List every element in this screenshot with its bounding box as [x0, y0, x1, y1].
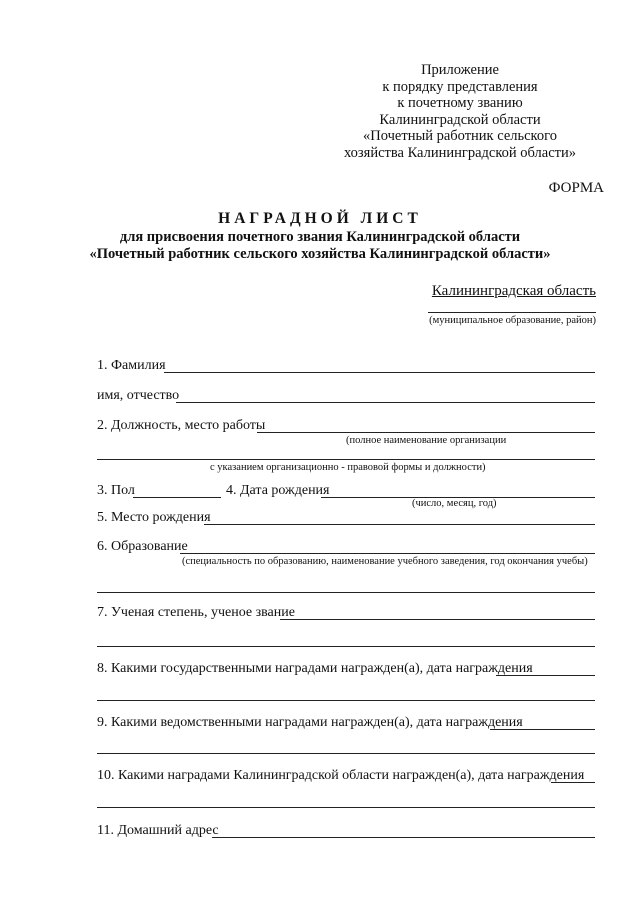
appendix-line: Приложение	[421, 62, 499, 78]
document-title: НАГРАДНОЙ ЛИСТ	[218, 210, 422, 227]
state-awards-field[interactable]	[496, 675, 595, 676]
name-patronymic-label: имя, отчество	[97, 388, 180, 403]
birth-place-label: 5. Место рождения	[97, 510, 211, 525]
birth-date-caption: (число, месяц, год)	[412, 498, 497, 509]
appendix-line: Калининградской области	[379, 111, 541, 128]
departmental-awards-field-2[interactable]	[97, 753, 595, 754]
birth-place-field[interactable]	[204, 524, 595, 525]
education-field-2[interactable]	[97, 592, 595, 593]
appendix-line: «Почетный работник сельского	[363, 128, 557, 144]
education-field[interactable]	[180, 553, 595, 554]
appendix-line: к почетному званию	[397, 95, 523, 111]
state-awards-label: 8. Какими государственными наградами награжден(а), дата награждения	[97, 661, 533, 676]
position-label: 2. Должность, место работы	[97, 418, 266, 433]
surname-field[interactable]	[164, 372, 595, 373]
position-caption-2: с указанием организационно - правовой формы и должности)	[210, 462, 486, 473]
academic-degree-field[interactable]	[280, 619, 595, 620]
departmental-awards-label: 9. Какими ведомственными наградами награжден(а), дата награждения	[97, 715, 523, 730]
birth-date-label: 4. Дата рождения	[226, 483, 330, 498]
education-caption: (специальность по образованию, наименование учебного заведения, год окончания учебы)	[182, 556, 588, 567]
state-awards-field-2[interactable]	[97, 700, 595, 701]
academic-degree-field-2[interactable]	[97, 646, 595, 647]
region-line	[428, 312, 596, 313]
education-label: 6. Образование	[97, 539, 188, 554]
gender-field[interactable]	[133, 497, 221, 498]
gender-label: 3. Пол	[97, 483, 135, 498]
name-patronymic-field[interactable]	[176, 402, 595, 403]
position-field[interactable]	[257, 432, 595, 433]
region-caption: (муниципальное образование, район)	[429, 315, 596, 326]
academic-degree-label: 7. Ученая степень, ученое звание	[97, 605, 295, 620]
region-value: Калининградская область	[431, 283, 596, 299]
document-subtitle-2: «Почетный работник сельского хозяйства Калининградской области»	[89, 246, 551, 262]
forma-label: ФОРМА	[548, 180, 604, 196]
home-address-label: 11. Домашний адрес	[97, 823, 219, 838]
appendix-block	[320, 62, 600, 161]
regional-awards-field[interactable]	[551, 782, 595, 783]
appendix-line: к порядку представления	[382, 78, 538, 95]
surname-label: 1. Фамилия	[97, 358, 166, 373]
position-caption-1: (полное наименование организации	[346, 435, 507, 446]
regional-awards-label: 10. Какими наградами Калининградской области награжден(а), дата награждения	[97, 768, 585, 783]
departmental-awards-field[interactable]	[490, 729, 595, 730]
document-subtitle-1: для присвоения почетного звания Калининградской области	[119, 229, 521, 245]
regional-awards-field-2[interactable]	[97, 807, 595, 808]
position-field-2[interactable]	[97, 459, 595, 460]
appendix-line: хозяйства Калининградской области»	[343, 144, 577, 161]
home-address-field[interactable]	[212, 837, 595, 838]
